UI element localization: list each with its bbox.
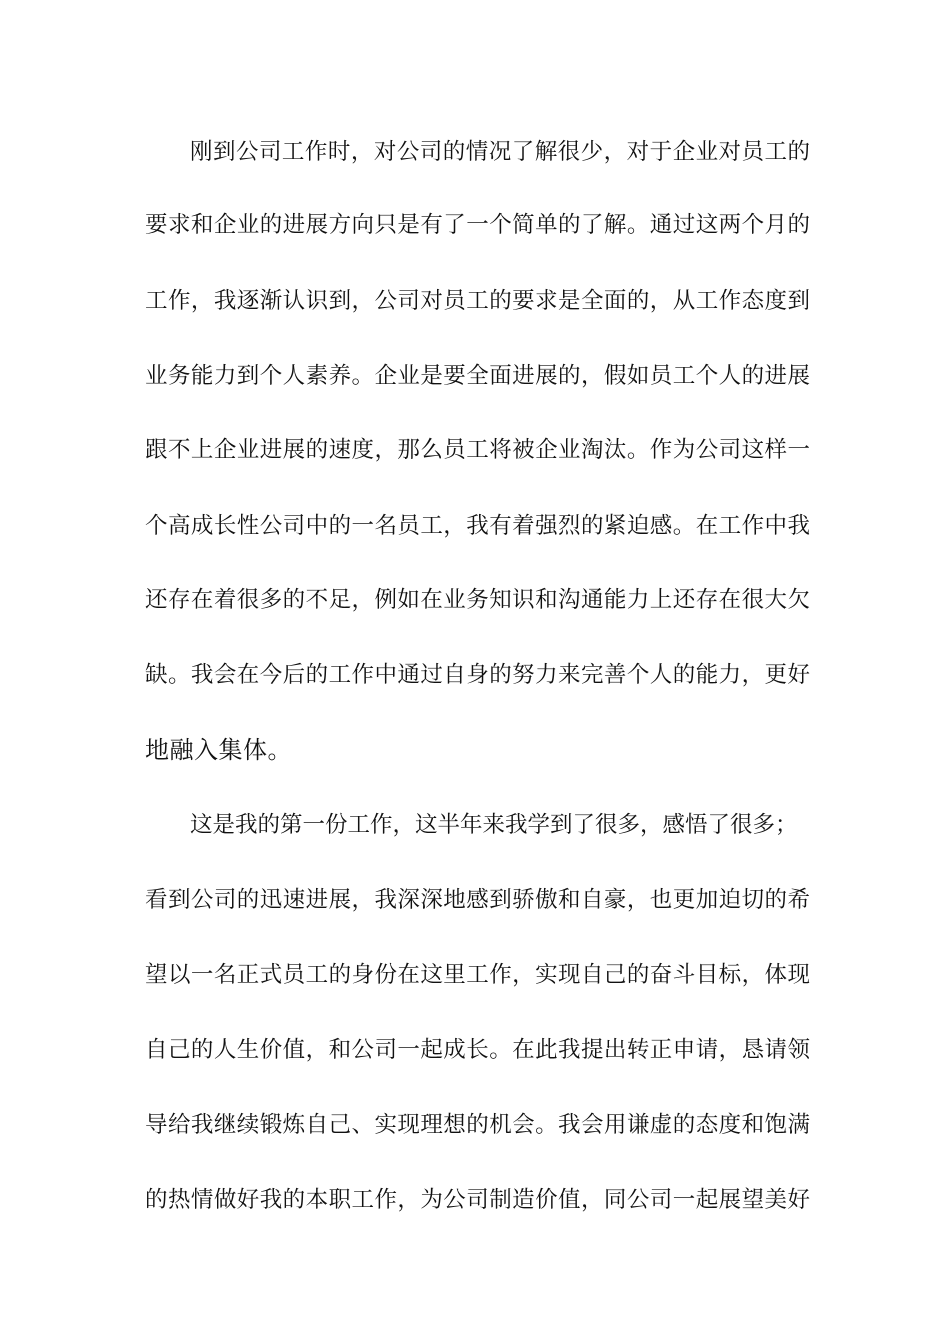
paragraph-1-line-1: 刚到公司工作时，对公司的情况了解很少，对于企业对员工的 (190, 139, 810, 165)
paragraph-2-line-4: 自己的人生价值，和公司一起成长。在此我提出转正申请，恳请领 (145, 1037, 810, 1063)
paragraph-1-line-6: 个高成长性公司中的一名员工，我有着强烈的紧迫感。在工作中我 (145, 513, 810, 539)
paragraph-2-line-5: 导给我继续锻炼自己、实现理想的机会。我会用谦虚的态度和饱满 (145, 1112, 810, 1138)
paragraph-2-line-3: 望以一名正式员工的身份在这里工作，实现自己的奋斗目标，体现 (145, 962, 810, 988)
paragraph-1-line-4: 业务能力到个人素养。企业是要全面进展的，假如员工个人的进展 (145, 363, 810, 389)
paragraph-1-line-9: 地融入集体。 (145, 736, 292, 764)
paragraph-2-line-1: 这是我的第一份工作，这半年来我学到了很多，感悟了很多； (190, 812, 798, 838)
paragraph-2-line-2: 看到公司的迅速进展，我深深地感到骄傲和自豪，也更加迫切的希 (145, 887, 810, 913)
paragraph-1-line-7: 还存在着很多的不足，例如在业务知识和沟通能力上还存在很大欠 (145, 587, 810, 613)
paragraph-1-line-5: 跟不上企业进展的速度，那么员工将被企业淘汰。作为公司这样一 (145, 437, 810, 463)
paragraph-1-line-8: 缺。我会在今后的工作中通过自身的努力来完善个人的能力，更好 (145, 662, 810, 688)
paragraph-1-line-2: 要求和企业的进展方向只是有了一个简单的了解。通过这两个月的 (145, 212, 810, 238)
paragraph-2-line-6: 的热情做好我的本职工作，为公司制造价值，同公司一起展望美好 (145, 1187, 810, 1213)
paragraph-1-line-3: 工作，我逐渐认识到，公司对员工的要求是全面的，从工作态度到 (145, 288, 810, 314)
